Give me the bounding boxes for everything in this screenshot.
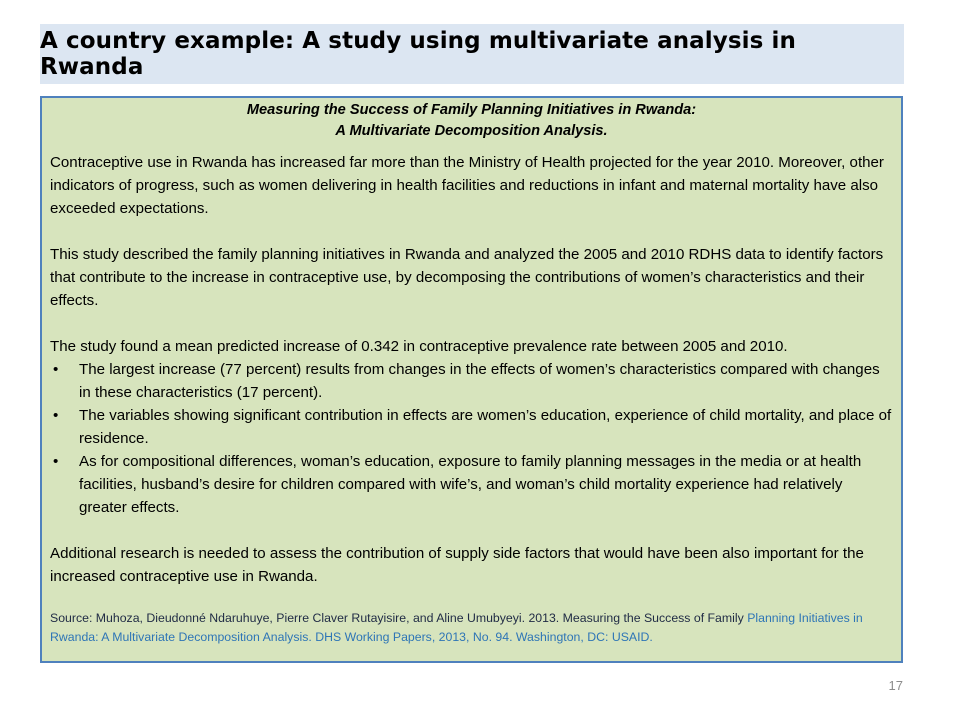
source-citation-text: Source: Muhoza, Dieudonné Ndaruhuye, Pierre Claver Rutayisire, and Aline Umubyeyi. 2013. Measuring the Success of Family xyxy=(50,611,744,625)
paragraph-conclusion: Additional research is needed to assess the contribution of supply side factors that would have been also important for the increased contraceptive use in Rwanda. xyxy=(50,545,864,585)
finding-item: • The largest increase (77 percent) results from changes in the effects of women’s characteristics compared with changes in these characteristics (17 percent). xyxy=(50,358,893,404)
study-title xyxy=(50,100,893,142)
source-citation xyxy=(50,609,893,647)
paragraph-methods: This study described the family planning initiatives in Rwanda and analyzed the 2005 and 2010 RDHS data to identify factors that contribute to the increase in contraceptive use, by decomposing the contributions of women’s characteristics and their effects. xyxy=(50,246,884,309)
study-summary-box xyxy=(40,96,903,663)
slide-title: A country example: A study using multivariate analysis in Rwanda xyxy=(40,28,797,80)
study-title-line-1: Measuring the Success of Family Planning Initiatives in Rwanda: xyxy=(246,102,697,118)
study-title-line-2: A Multivariate Decomposition Analysis. xyxy=(335,123,608,139)
study-body xyxy=(50,151,893,588)
paragraph-findings: The study found a mean predicted increase of 0.342 in contraceptive prevalence rate between 2005 and 2010. xyxy=(50,338,788,355)
page-number: 17 xyxy=(888,678,903,693)
finding-item: • The variables showing significant contribution in effects are women’s education, experience of child mortality, and place of residence. xyxy=(50,404,893,450)
paragraph-background: Contraceptive use in Rwanda has increased far more than the Ministry of Health projected for the year 2010. Moreover, other indicators of progress, such as women delivering in health facilities and reductions in infant and maternal mortality have also exceeded expectations. xyxy=(50,154,884,217)
finding-item: • As for compositional differences, woman’s education, exposure to family planning messages in the media or at health facilities, husband’s desire for children compared with wife’s, and woman’s child mortality experience had relatively greater effects. xyxy=(50,450,893,519)
findings-list xyxy=(50,358,893,519)
source-citation-link[interactable]: Planning Initiatives in Rwanda: A Multivariate Decomposition Analysis. DHS Working Papers, 2013, No. 94. Washington, DC: USAID. xyxy=(50,611,863,644)
slide-title-bar xyxy=(40,24,904,84)
